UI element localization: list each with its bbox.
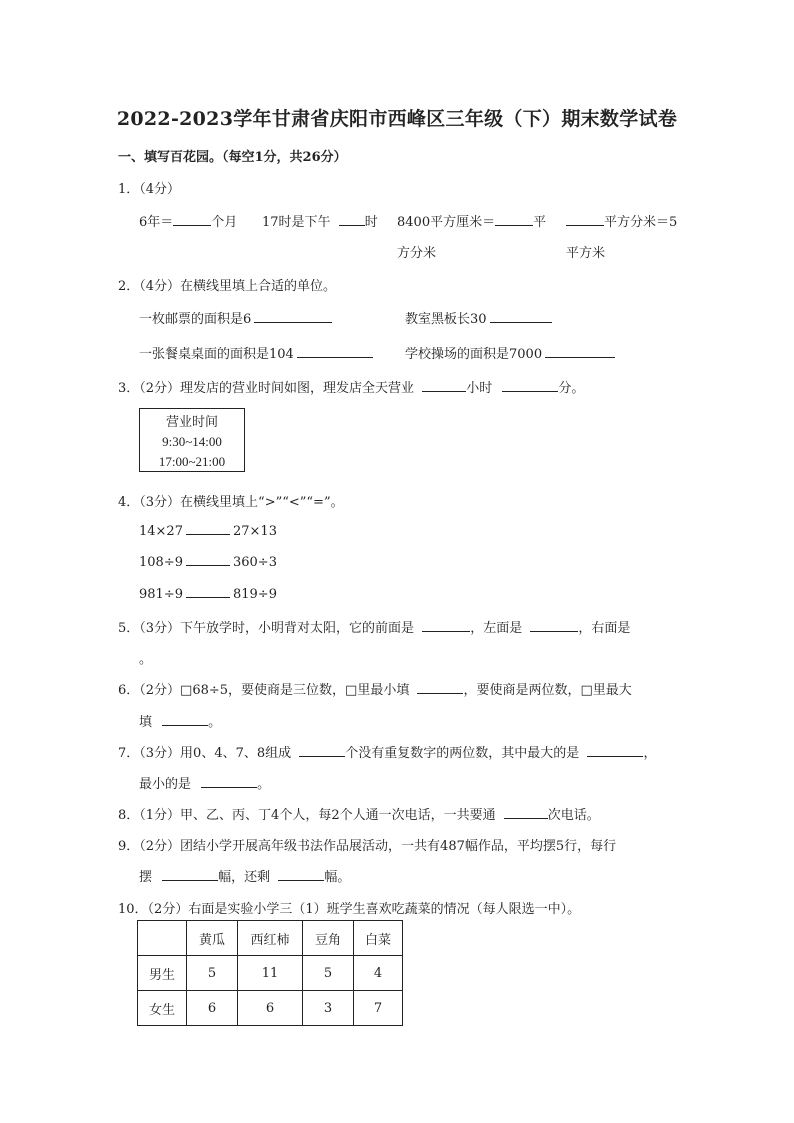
question-8 [118,804,600,823]
answer-blank[interactable] [587,744,643,757]
q2-a-text: 一枚邮票的面积是6 [139,312,252,327]
q5-mid2: ，右面是 [578,621,631,636]
question-1-part-d [566,211,677,230]
answer-blank[interactable] [545,345,615,358]
table-header-cell: 西红柿 [238,921,303,956]
q6-line2: 填 [139,715,153,730]
table-cell: 男生 [138,956,187,991]
q1-c3: 方分米 [397,246,437,261]
answer-blank[interactable] [530,619,578,632]
q7-end: 。 [257,777,271,792]
answer-blank[interactable] [297,345,373,358]
q9-line2: 摆 [139,870,153,885]
question-2-head: 2．（4分）在横线里填上合适的单位。 [118,279,337,294]
table-header-cell: 豆角 [303,921,354,956]
q5-mid1: ，左面是 [470,621,523,636]
q1-a: 6年＝ [139,215,174,230]
question-5 [118,617,630,636]
q1-c: 8400平方厘米＝ [397,215,496,230]
table-cell: 4 [354,956,403,991]
table-header-cell [138,921,187,956]
answer-blank[interactable] [502,379,558,392]
vegetable-preference-table [137,920,403,1026]
q4-r2-left: 108÷9 [139,555,183,570]
answer-blank[interactable] [254,310,332,323]
table-row [138,956,403,991]
answer-blank[interactable] [495,213,533,226]
answer-blank[interactable] [278,868,324,881]
question-9-line-2 [139,866,350,885]
table-cell: 6 [238,991,303,1026]
q9-mid: 幅，还剩 [218,870,271,885]
answer-blank[interactable] [490,310,552,323]
question-10-head: 10．（2分）右面是实验小学三（1）班学生喜欢吃蔬菜的情况（每人限选一中）。 [118,902,581,917]
table-row [138,991,403,1026]
answer-blank[interactable] [201,775,257,788]
q6-head: 6．（2分）□68÷5，要使商是三位数，□里最小填 [118,683,410,698]
question-6 [118,679,632,698]
q3-mid: 小时 [466,381,493,396]
question-7 [118,742,656,761]
question-1-part-b [262,211,378,230]
question-4-row-3 [139,585,277,602]
q6-end: 。 [208,715,222,730]
q8-head: 8．（1分）甲、乙、丙、丁4个人，每2个人通一次电话，一共要通 [118,808,496,823]
q1-b2: 时 [364,215,378,230]
table-cell: 7 [354,991,403,1026]
table-cell: 5 [303,956,354,991]
q4-r1-right: 27×13 [232,524,277,539]
table-cell: 11 [238,956,303,991]
question-1-line1 [139,211,237,230]
table-cell: 5 [187,956,238,991]
q2-d-text: 学校操场的面积是7000 [405,347,543,362]
q1-c2: 平 [533,215,547,230]
answer-blank[interactable] [504,806,548,819]
question-1-head: 1．（4分） [118,182,181,197]
answer-blank[interactable] [173,213,211,226]
q7-comma: ， [643,746,657,761]
business-hours-box [139,408,245,472]
q1-d2: 平方分米＝5 [604,215,678,230]
business-hours-line-2: 17:00~21:00 [158,454,226,469]
question-4-row-2 [139,553,277,570]
q7-line2: 最小的是 [139,777,192,792]
q2-c-text: 一张餐桌桌面的面积是104 [139,347,294,362]
answer-blank[interactable] [186,522,230,535]
table-cell: 3 [303,991,354,1026]
q6-mid: ，要使商是两位数，□里最大 [463,683,632,698]
question-6-line-2 [139,711,221,730]
answer-blank[interactable] [417,681,463,694]
question-7-line-2 [139,773,270,792]
table-header-row [138,921,403,956]
q1-b: 17时是下午 [262,215,331,230]
table-cell: 女生 [138,991,187,1026]
question-9-head: 9．（2分）团结小学开展高年级书法作品展活动，一共有487幅作品，平均摆5行，每行 [118,839,617,854]
business-hours-line-1: 9:30~14:00 [162,434,222,449]
answer-blank[interactable] [186,585,230,598]
question-4-head: 4．（3分）在横线里填上“>”“<”“=”。 [118,495,344,510]
q3-head: 3．（2分）理发店的营业时间如图，理发店全天营业 [118,381,415,396]
question-3 [118,377,584,396]
answer-blank[interactable] [162,713,208,726]
q4-r3-right: 819÷9 [232,587,277,602]
q1-d3: 平方米 [566,246,606,261]
answer-blank[interactable] [186,553,230,566]
table-cell: 6 [187,991,238,1026]
q5-head: 5．（3分）下午放学时，小明背对太阳，它的前面是 [118,621,415,636]
question-2-b [405,308,552,327]
q7-mid: 个没有重复数字的两位数，其中最大的是 [345,746,580,761]
question-2-a [139,308,332,327]
answer-blank[interactable] [566,213,604,226]
question-1-part-c [397,211,546,230]
question-4-row-1 [139,522,277,539]
q3-tail: 分。 [558,381,585,396]
question-2-c [139,343,373,362]
q5-end: 。 [139,652,153,667]
q4-r2-right: 360÷3 [232,555,277,570]
business-hours-title: 营业时间 [165,414,218,429]
q1-a2: 个月 [211,215,238,230]
answer-blank[interactable] [339,213,365,226]
question-2-d [405,343,615,362]
q8-tail: 次电话。 [547,808,600,823]
q4-r3-left: 981÷9 [139,587,183,602]
q4-r1-left: 14×27 [139,524,183,539]
q2-b-text: 教室黑板长30 [405,312,487,327]
answer-blank[interactable] [162,868,218,881]
answer-blank[interactable] [422,379,466,392]
answer-blank[interactable] [422,619,470,632]
section-heading: 一、填写百花园。（每空1分，共26分） [118,150,347,165]
q7-head: 7．（3分）用0、4、7、8组成 [118,746,292,761]
q9-tail: 幅。 [324,870,351,885]
table-header-cell: 黄瓜 [187,921,238,956]
page-title: 2022-2023学年甘肃省庆阳市西峰区三年级（下）期末数学试卷 [116,108,678,130]
table-header-cell: 白菜 [354,921,403,956]
answer-blank[interactable] [299,744,345,757]
